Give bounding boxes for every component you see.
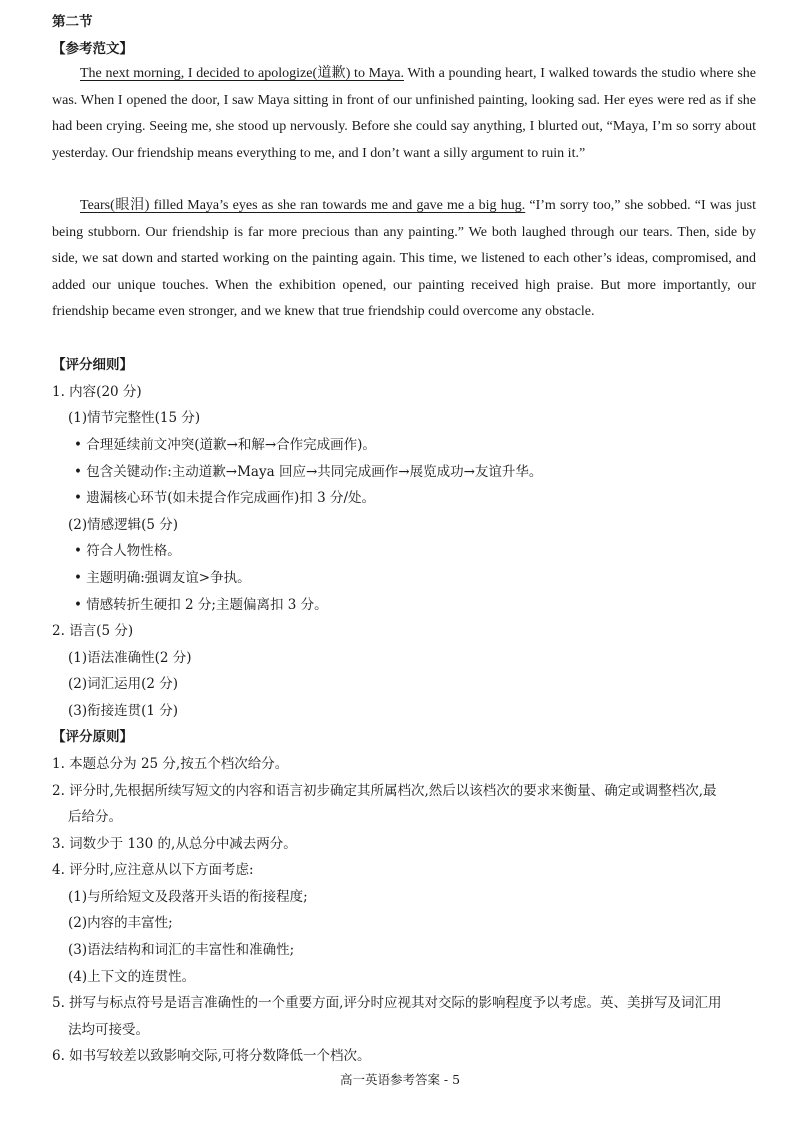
rubric-item: • 情感转折生硬扣 2 分;主题偏离扣 3 分。 [74,597,328,613]
principle-item: 法均可接受。 [68,1022,149,1038]
essay-paragraph-1 [52,61,756,167]
principle-item: 5. 拼写与标点符号是语言准确性的一个重要方面,评分时应视其对交际的影响程度予以考虑。英、美拼写及词汇用 [52,995,722,1011]
paragraph-2-opening-sentence: Tears(眼泪) filled Maya’s eyes as she ran towards me and gave me a big hug. [80,198,526,213]
rubric-heading: 【评分细则】 [52,357,133,373]
principle-item: (1)与所给短文及段落开头语的衔接程度; [68,889,308,905]
section-title: 第二节 [52,14,93,30]
principle-item: 4. 评分时,应注意从以下方面考虑: [52,862,254,878]
principle-item: 后给分。 [68,809,122,825]
paragraph-1-opening-sentence: The next morning, I decided to apologize(道歉) to Maya. [80,66,405,81]
principle-item: 6. 如书写较差以致影响交际,可将分数降低一个档次。 [52,1048,371,1064]
rubric-item: • 主题明确:强调友谊>争执。 [74,570,251,586]
principle-item: (4)上下文的连贯性。 [68,969,196,985]
essay-paragraph-2 [52,193,756,326]
rubric-item: • 符合人物性格。 [74,543,181,559]
rubric-item: • 遗漏核心环节(如未提合作完成画作)扣 3 分/处。 [74,490,376,506]
principle-item: (3)语法结构和词汇的丰富性和准确性; [68,942,295,958]
page-footer: 高一英语参考答案 - 5 [339,1072,461,1087]
principle-item: 3. 词数少于 130 的,从总分中减去两分。 [52,836,297,852]
rubric-item: (1)情节完整性(15 分) [68,410,201,426]
paragraph-2-body: “I’m sorry too,” she sobbed. “I was just being stubborn. Our friendship is far more precious than any painting.” We both laughed through our tears. Then, side by side, we sat down and started working on the painting again. This time, we listened to each other’s ideas, compromised, and added our unique touches. When the exhibition opened, our painting received high praise. But more importantly, our friendship became even stronger, and we knew that true friendship could overcome any obstacle. [52,198,756,319]
paragraph-1-body: With a pounding heart, I walked towards the studio where she was. When I opened the door, I saw Maya sitting in front of our unfinished painting, looking sad. Her eyes were red as if she had been crying. Seeing me, she stood up nervously. Before she could say anything, I blurted out, “Maya, I’m so sorry about yesterday. Our friendship means everything to me, and I don’t want a silly argument to ruin it.” [52,66,756,161]
principle-item: 2. 评分时,先根据所续写短文的内容和语言初步确定其所属档次,然后以该档次的要求来衡量、确定或调整档次,最 [52,783,717,799]
rubric-item: 1. 内容(20 分) [52,384,142,400]
reference-heading: 【参考范文】 [52,41,133,57]
principles-heading: 【评分原则】 [52,729,133,745]
rubric-item: 2. 语言(5 分) [52,623,134,639]
rubric-item: (2)情感逻辑(5 分) [68,517,179,533]
rubric-item: (1)语法准确性(2 分) [68,650,192,666]
principle-item: (2)内容的丰富性; [68,915,173,931]
principle-item: 1. 本题总分为 25 分,按五个档次给分。 [52,756,289,772]
rubric-item: • 合理延续前文冲突(道歉→和解→合作完成画作)。 [74,437,376,453]
rubric-item: • 包含关键动作:主动道歉→Maya 回应→共同完成画作→展览成功→友谊升华。 [74,464,543,480]
rubric-item: (3)衔接连贯(1 分) [68,703,179,719]
rubric-item: (2)词汇运用(2 分) [68,676,179,692]
